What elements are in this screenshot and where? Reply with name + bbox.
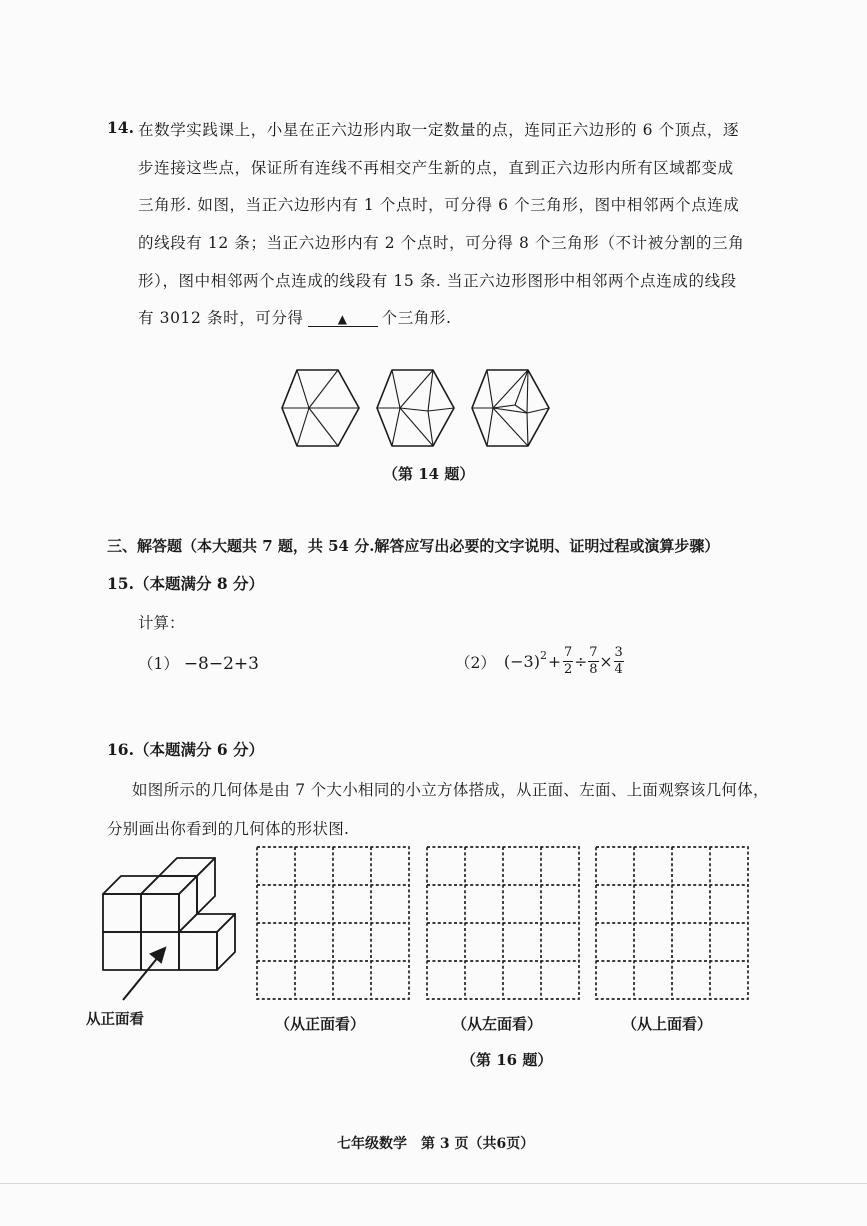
fraction-numerator: 3 bbox=[614, 645, 623, 660]
q15-part-1 bbox=[138, 652, 259, 674]
hexagon-two-points bbox=[377, 370, 454, 446]
fraction-numerator: 7 bbox=[589, 645, 598, 660]
cube-solid-figure bbox=[95, 852, 245, 1012]
q14-text-line-5: 形），图中相邻两个点连成的线段有 15 条. 当正六边形图形中相邻两个点连成的线段 bbox=[138, 272, 737, 290]
fraction-3-4 bbox=[614, 645, 624, 678]
answer-blank[interactable] bbox=[308, 311, 378, 327]
q14-text-line-3: 三角形. 如图，当正六边形内有 1 个点时，可分得 6 个三角形，图中相邻两个点连成 bbox=[138, 196, 740, 214]
divide-sign: ÷ bbox=[574, 652, 588, 671]
q15-part-1-expression: −8−2+3 bbox=[183, 654, 259, 674]
grid-front-view[interactable] bbox=[255, 845, 411, 1001]
fraction-denominator: 4 bbox=[614, 662, 623, 677]
top-view-caption: （从上面看） bbox=[622, 1015, 713, 1033]
q14-last-prefix: 有 3012 条时，可分得 bbox=[138, 309, 304, 327]
q15-part-1-label: （1） bbox=[138, 655, 179, 673]
fraction-7-2 bbox=[563, 645, 573, 678]
q14-text-line-6 bbox=[138, 306, 452, 328]
page-bottom-divider bbox=[0, 1183, 867, 1184]
hexagon-one-point bbox=[282, 370, 359, 446]
q15-part-2-label: （2） bbox=[455, 653, 496, 672]
figure-14-caption: （第 14 题） bbox=[383, 465, 475, 483]
arrow-icon bbox=[123, 948, 165, 1000]
q14-last-suffix: 个三角形. bbox=[381, 309, 452, 327]
hexagon-figures bbox=[275, 365, 560, 455]
triangle-marker-icon: ▲ bbox=[337, 312, 348, 326]
front-view-arrow-label: 从正面看 bbox=[86, 1011, 144, 1028]
section-3-heading: 三、解答题（本大题共 7 题，共 54 分.解答应写出必要的文字说明、证明过程或演算步骤） bbox=[107, 537, 720, 555]
question-14-number: 14. bbox=[107, 118, 134, 137]
q15-part-2-exponent: 2 bbox=[539, 649, 547, 662]
q15-part-2-base: (−3) bbox=[503, 652, 540, 671]
grid-left-view[interactable] bbox=[425, 845, 581, 1001]
front-view-caption: （从正面看） bbox=[275, 1015, 366, 1033]
left-view-caption: （从左面看） bbox=[452, 1015, 543, 1033]
fraction-7-8 bbox=[588, 645, 598, 678]
q16-text-line-2: 分别画出你看到的几何体的形状图. bbox=[107, 820, 350, 838]
hexagon-three-points bbox=[472, 370, 549, 446]
fraction-denominator: 2 bbox=[563, 662, 573, 677]
q16-text-line-1: 如图所示的几何体是由 7 个大小相同的小立方体搭成，从正面、左面、上面观察该几何体， bbox=[132, 781, 769, 799]
q14-text-line-1: 在数学实践课上，小星在正六边形内取一定数量的点，连同正六边形的 6 个顶点，逐 bbox=[138, 121, 740, 139]
grid-top-view[interactable] bbox=[594, 845, 750, 1001]
page-footer: 七年级数学 第 3 页（共6页） bbox=[337, 1136, 535, 1152]
q15-part-2 bbox=[455, 645, 625, 678]
fraction-denominator: 8 bbox=[589, 662, 598, 677]
times-sign: × bbox=[599, 652, 613, 671]
question-16-header: 16.（本题满分 6 分） bbox=[107, 740, 265, 759]
question-15-header: 15.（本题满分 8 分） bbox=[107, 574, 265, 593]
q14-text-line-4: 的线段有 12 条；当正六边形内有 2 个点时，可分得 8 个三角形（不计被分割的三角 bbox=[138, 234, 745, 252]
q14-text-line-2: 步连接这些点，保证所有连线不再相交产生新的点，直到正六边形内所有区域都变成 bbox=[138, 159, 734, 177]
fraction-numerator: 7 bbox=[563, 645, 573, 660]
figure-16-caption: （第 16 题） bbox=[461, 1051, 553, 1069]
plus-sign: + bbox=[547, 652, 561, 671]
compute-label: 计算： bbox=[138, 614, 185, 632]
